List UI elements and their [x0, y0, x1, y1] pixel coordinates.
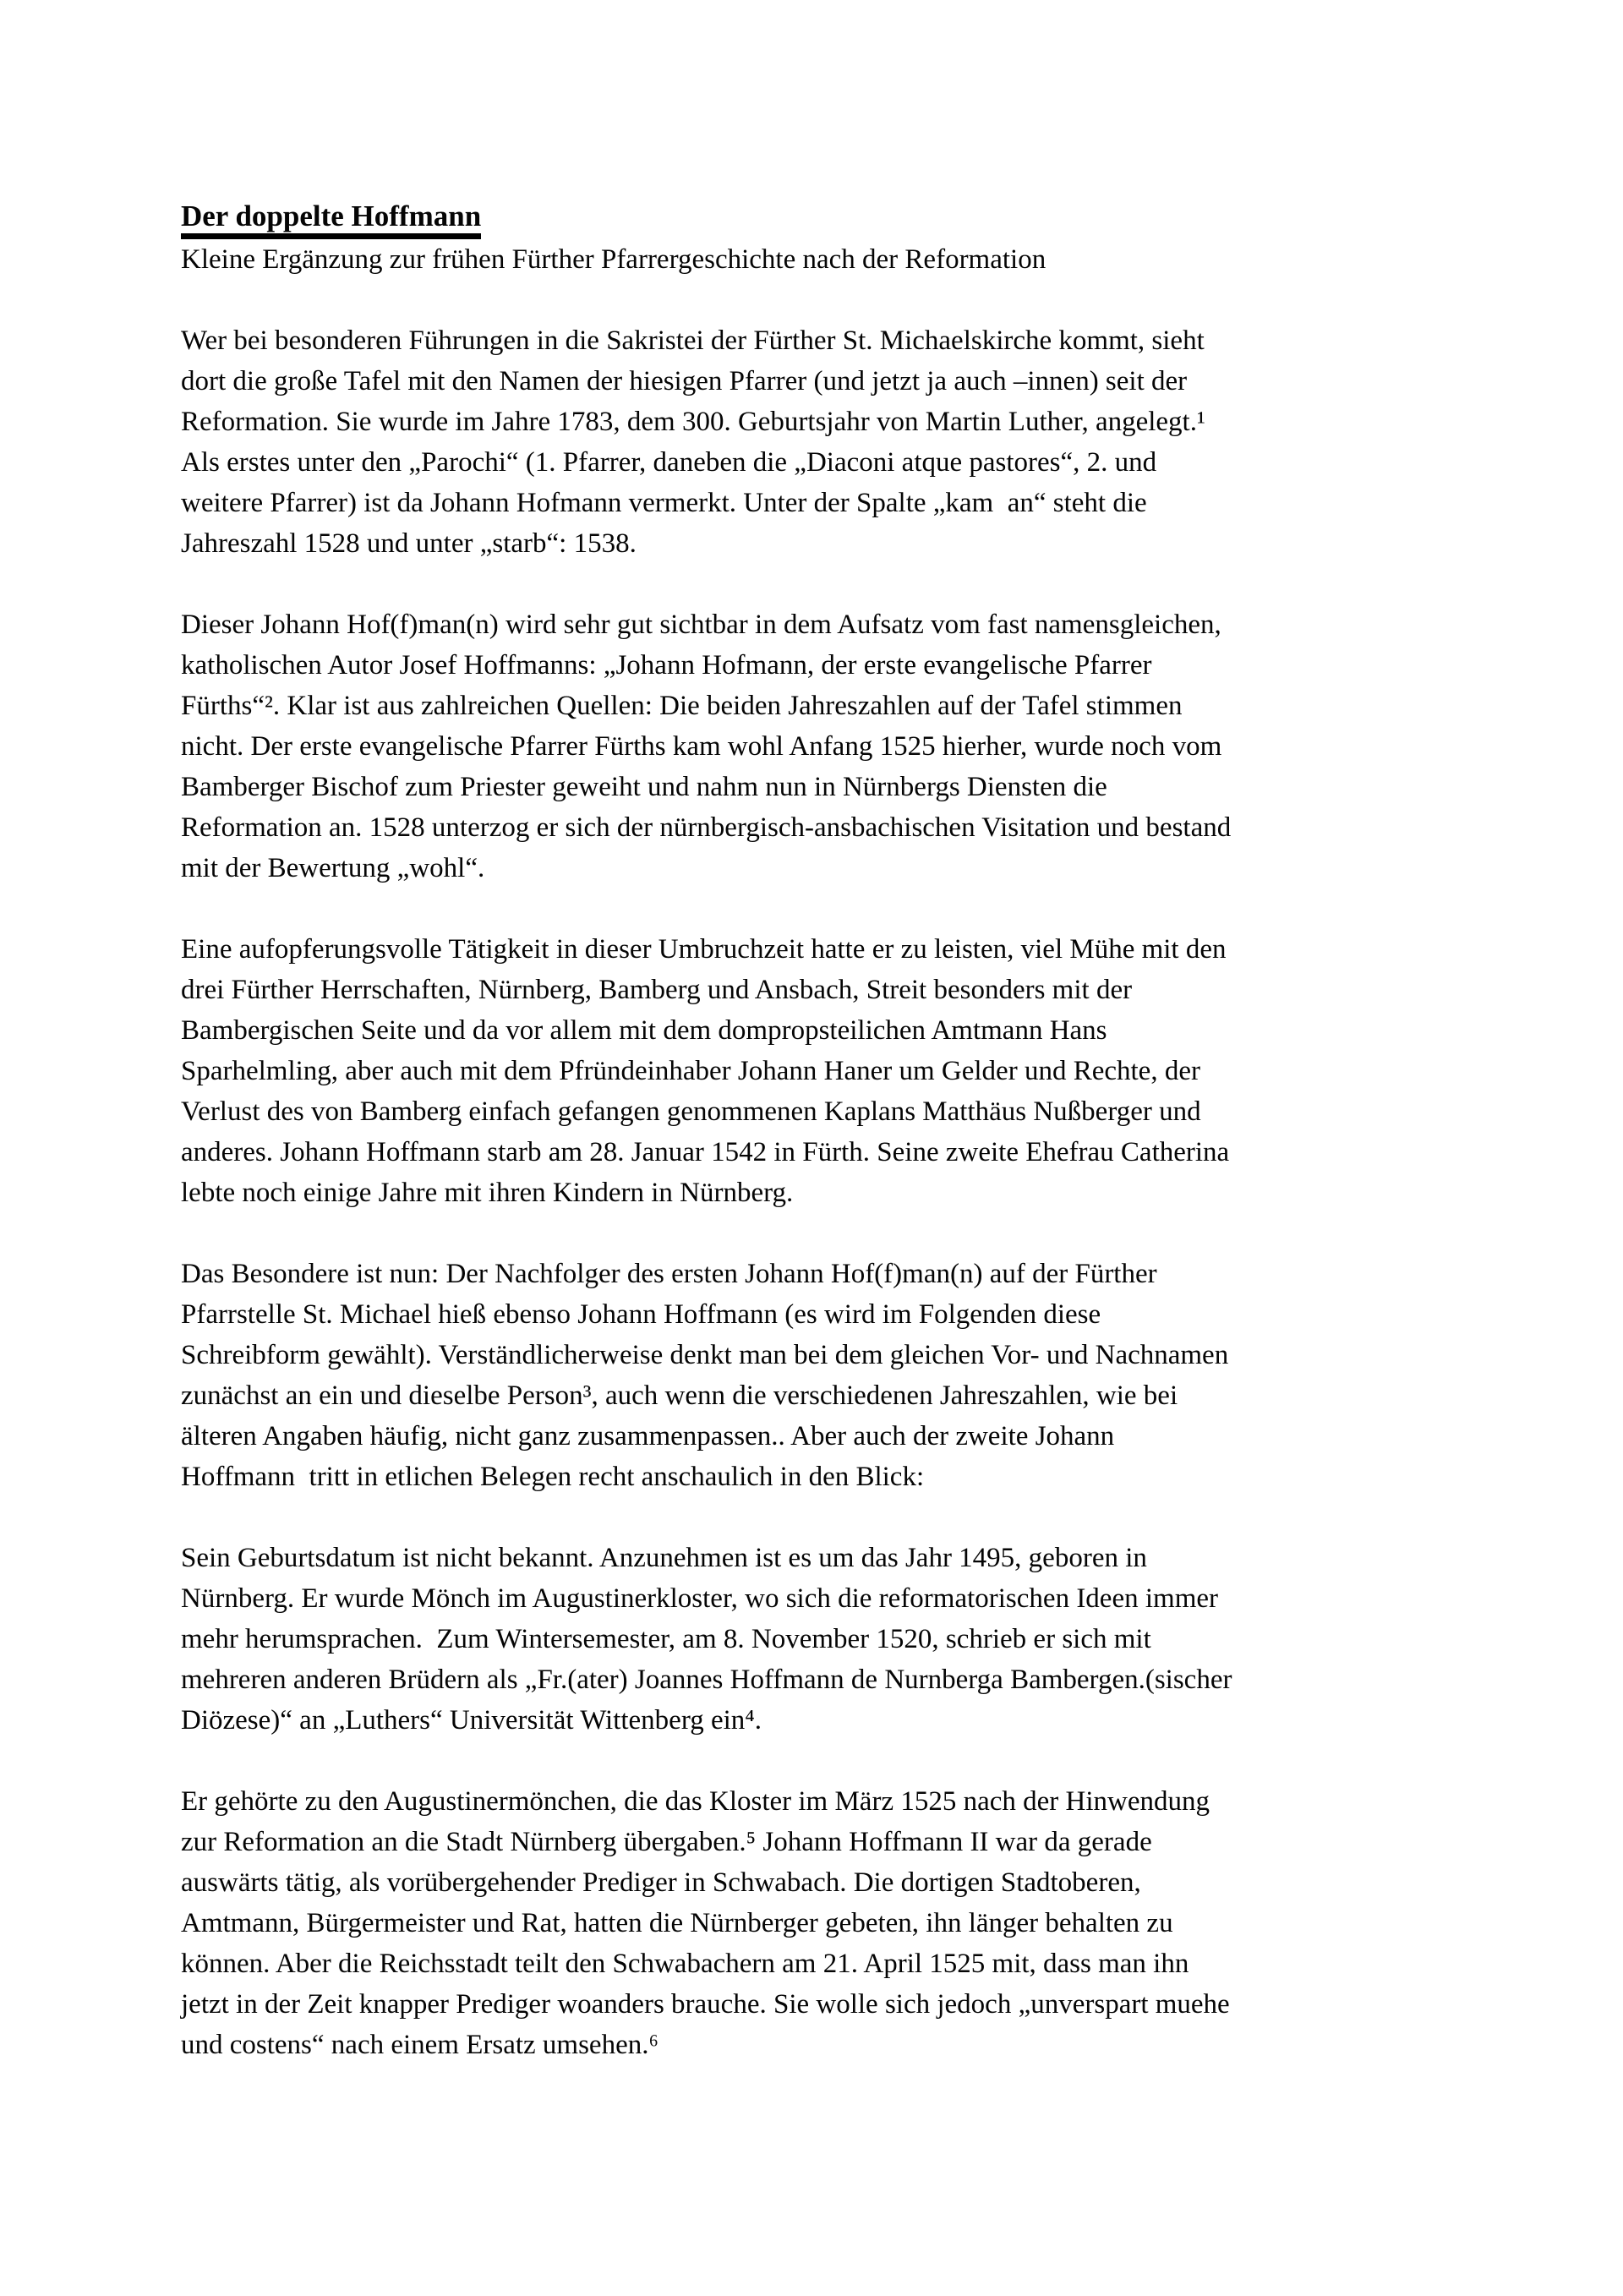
text-line: Fürths“². Klar ist aus zahlreichen Quellen: Die beiden Jahreszahlen auf der Tafel stimmen — [181, 691, 1183, 721]
text-line: Eine aufopferungsvolle Tätigkeit in dieser Umbruchzeit hatte er zu leisten, viel Mühe mit den — [181, 934, 1227, 965]
text-line: drei Fürther Herrschaften, Nürnberg, Bamberg und Ansbach, Streit besonders mit der — [181, 975, 1133, 1005]
text-line: Jahreszahl 1528 und unter „starb“: 1538. — [181, 528, 637, 559]
text-line: Verlust des von Bamberg einfach gefangen genommenen Kaplans Matthäus Nußberger und — [181, 1096, 1201, 1127]
text-line: Er gehörte zu den Augustinermönchen, die das Kloster im März 1525 nach der Hinwendung — [181, 1786, 1210, 1817]
text-line: Hoffmann tritt in etlichen Belegen recht anschaulich in den Blick: — [181, 1462, 925, 1492]
paragraph-erster-hoffmann — [181, 604, 1462, 888]
text-line: katholischen Autor Josef Hoffmanns: „Johann Hofmann, der erste evangelische Pfarrer — [181, 650, 1152, 681]
text-line: Sein Geburtsdatum ist nicht bekannt. Anzunehmen ist es um das Jahr 1495, geboren in — [181, 1543, 1147, 1573]
text-line: Wer bei besonderen Führungen in die Sakristei der Fürther St. Michaelskirche kommt, sieht — [181, 325, 1205, 356]
text-line: Bambergischen Seite und da vor allem mit dem dompropsteilichen Amtmann Hans — [181, 1015, 1107, 1046]
text-line: Diözese)“ an „Luthers“ Universität Wittenberg ein⁴. — [181, 1705, 762, 1736]
text-line: Das Besondere ist nun: Der Nachfolger des ersten Johann Hof(f)man(n) auf der Fürther — [181, 1259, 1157, 1289]
text-line: Bamberger Bischof zum Priester geweiht und nahm nun in Nürnbergs Diensten die — [181, 772, 1107, 802]
text-line: dort die große Tafel mit den Namen der hiesigen Pfarrer (und jetzt ja auch –innen) seit der — [181, 366, 1188, 396]
paragraph-nachfolger — [181, 1254, 1462, 1497]
text-line: zur Reformation an die Stadt Nürnberg übergaben.⁵ Johann Hoffmann II war da gerade — [181, 1827, 1152, 1857]
text-line: nicht. Der erste evangelische Pfarrer Fürths kam wohl Anfang 1525 hierher, wurde noch vom — [181, 731, 1222, 762]
text-line: Reformation an. 1528 unterzog er sich der nürnbergisch-ansbachischen Visitation und bestand — [181, 812, 1232, 843]
text-line: Nürnberg. Er wurde Mönch im Augustinerkloster, wo sich die reformatorischen Ideen immer — [181, 1583, 1218, 1614]
text-line: Sparhelmling, aber auch mit dem Pfründeinhaber Johann Haner um Gelder und Rechte, der — [181, 1056, 1200, 1086]
paragraph-taetigkeit — [181, 929, 1462, 1213]
text-line: lebte noch einige Jahre mit ihren Kindern in Nürnberg. — [181, 1178, 794, 1208]
text-line: Dieser Johann Hof(f)man(n) wird sehr gut sichtbar in dem Aufsatz vom fast namensgleichen, — [181, 610, 1221, 640]
text-line: Pfarrstelle St. Michael hieß ebenso Johann Hoffmann (es wird im Folgenden diese — [181, 1299, 1101, 1330]
page-subtitle: Kleine Ergänzung zur frühen Fürther Pfarrergeschichte nach der Reformation — [181, 244, 1046, 275]
text-line: jetzt in der Zeit knapper Prediger woanders brauche. Sie wolle sich jedoch „unverspart muehe — [181, 1989, 1230, 2020]
text-line: mit der Bewertung „wohl“. — [181, 853, 485, 883]
text-line: anderes. Johann Hoffmann starb am 28. Januar 1542 in Fürth. Seine zweite Ehefrau Catherina — [181, 1137, 1230, 1167]
text-line: Amtmann, Bürgermeister und Rat, hatten die Nürnberger gebeten, ihn länger behalten zu — [181, 1908, 1173, 1938]
text-line: weitere Pfarrer) ist da Johann Hofmann vermerkt. Unter der Spalte „kam an“ steht die — [181, 488, 1147, 518]
text-line: Schreibform gewählt). Verständlicherweise denkt man bei dem gleichen Vor- und Nachnamen — [181, 1340, 1229, 1370]
paragraph-tafel — [181, 320, 1462, 564]
text-line: auswärts tätig, als vorübergehender Prediger in Schwabach. Die dortigen Stadtoberen, — [181, 1867, 1141, 1898]
page-title — [181, 196, 1462, 239]
paragraph-geburtsdatum — [181, 1538, 1462, 1741]
text-line: zunächst an ein und dieselbe Person³, auch wenn die verschiedenen Jahreszahlen, wie bei — [181, 1380, 1178, 1411]
text-line: mehreren anderen Brüdern als „Fr.(ater) Joannes Hoffmann de Nurnberga Bambergen.(sischer — [181, 1665, 1232, 1695]
text-line: können. Aber die Reichsstadt teilt den Schwabachern am 21. April 1525 mit, dass man ihn — [181, 1949, 1189, 1979]
text-line: und costens“ nach einem Ersatz umsehen.⁶ — [181, 2030, 658, 2060]
paragraph-augustinermoenche — [181, 1781, 1462, 2065]
text-line: mehr herumsprachen. Zum Wintersemester, am 8. November 1520, schrieb er sich mit — [181, 1624, 1151, 1654]
text-line: Reformation. Sie wurde im Jahre 1783, dem 300. Geburtsjahr von Martin Luther, angelegt.¹ — [181, 407, 1205, 437]
text-line: Als erstes unter den „Parochi“ (1. Pfarrer, daneben die „Diaconi atque pastores“, 2. und — [181, 447, 1157, 478]
page-title-text: Der doppelte Hoffmann — [181, 200, 481, 239]
text-line: älteren Angaben häufig, nicht ganz zusammenpassen.. Aber auch der zweite Johann — [181, 1421, 1115, 1451]
